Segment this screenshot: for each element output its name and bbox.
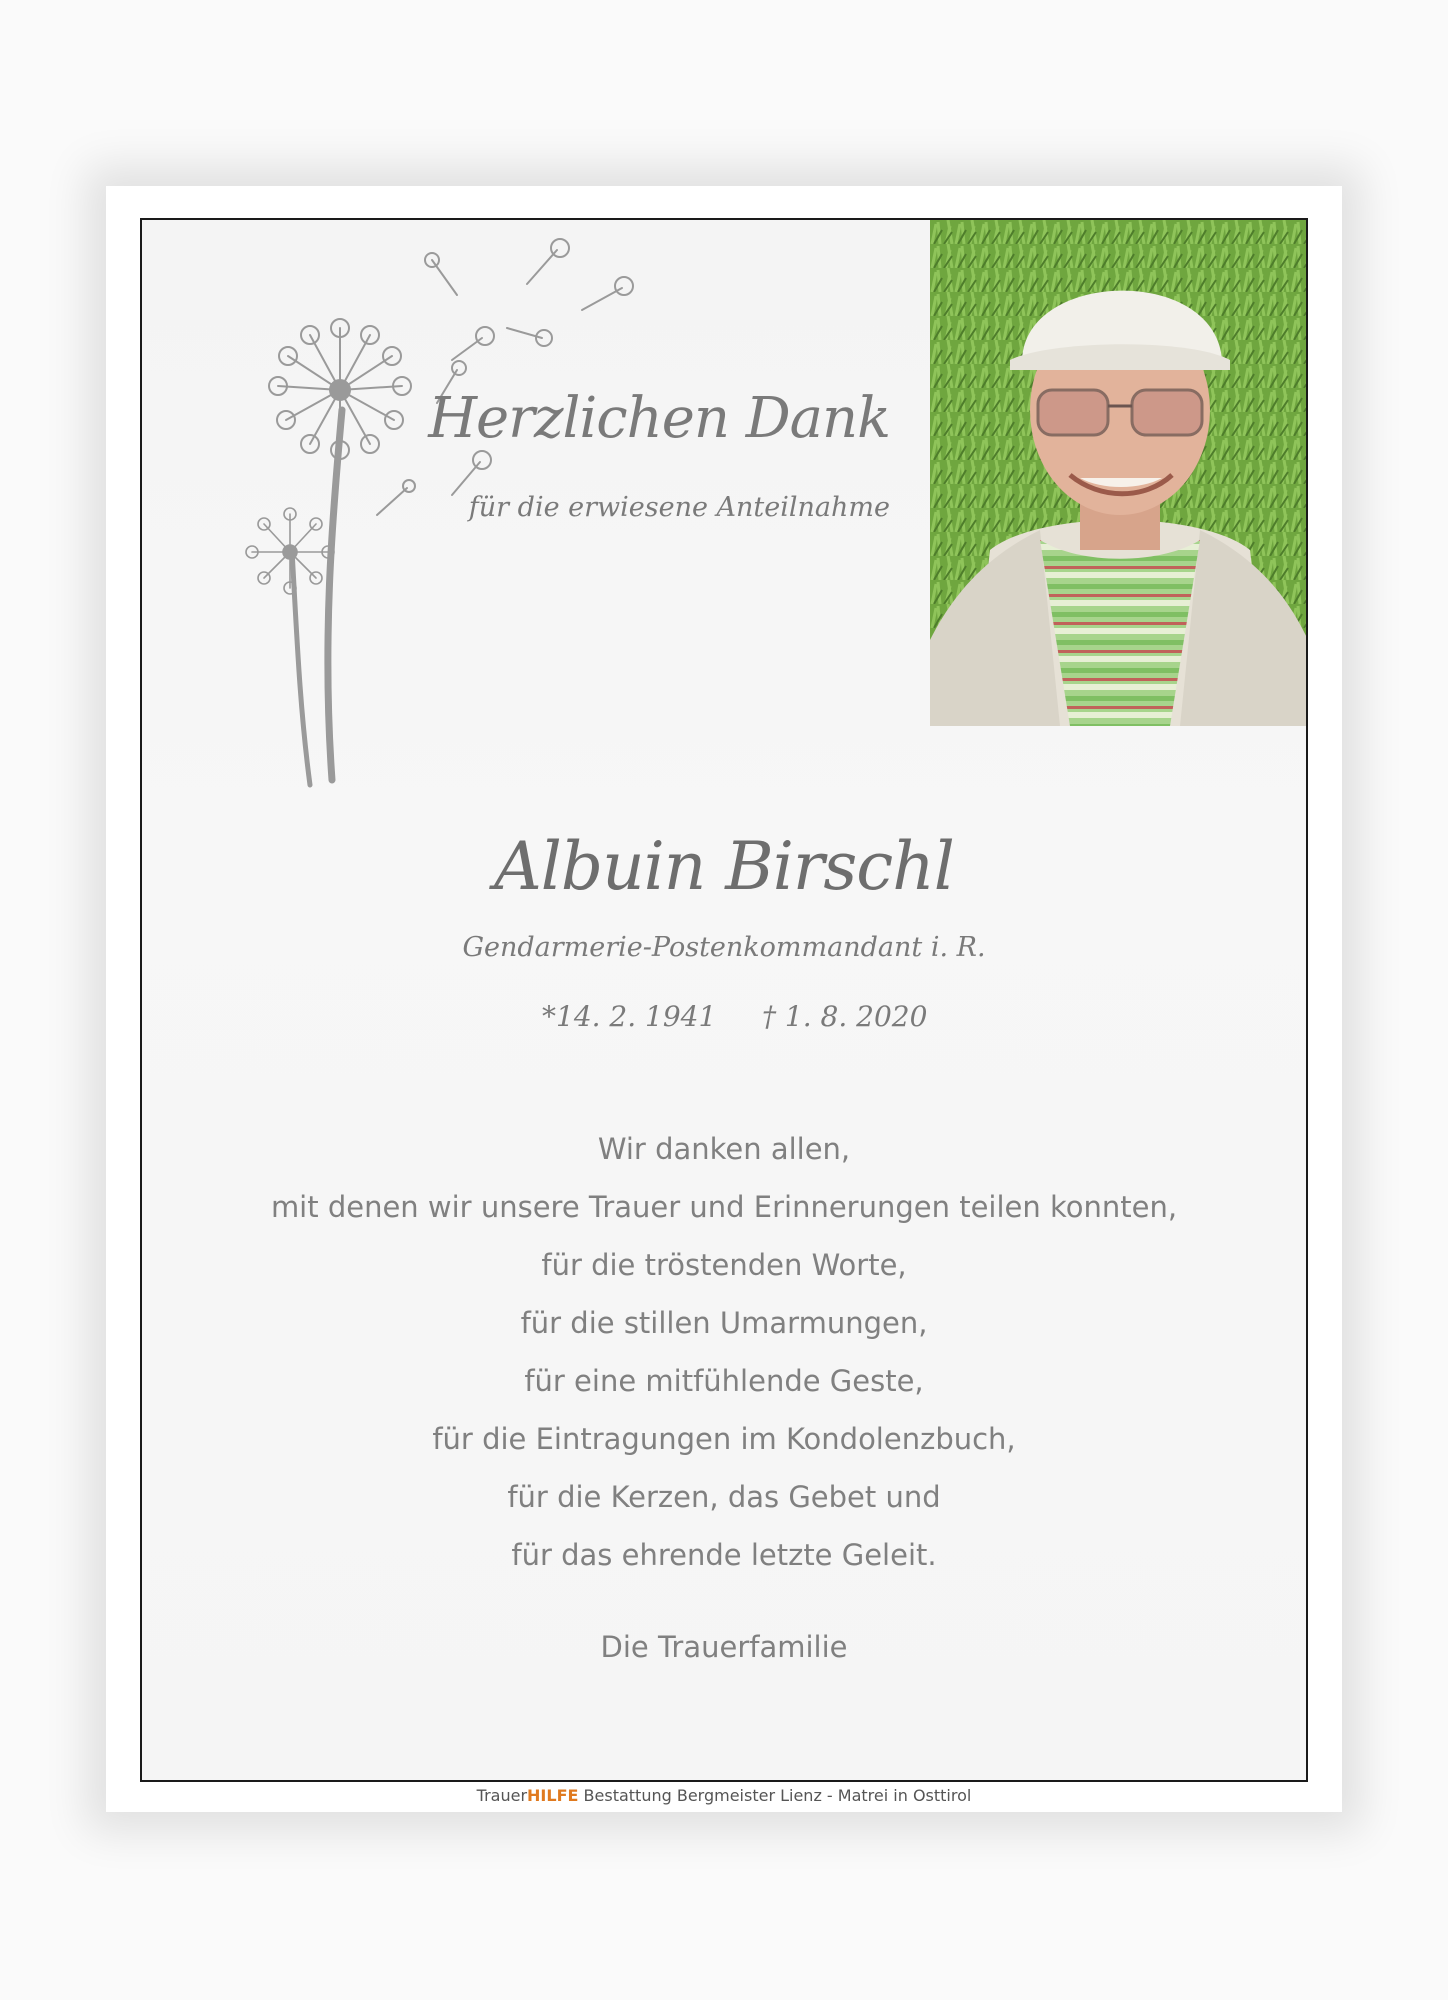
birth-date: *14. 2. 1941 [542, 1000, 717, 1033]
thank-you-line: für die tröstenden Worte, [541, 1248, 907, 1282]
footer [0, 1786, 1448, 1805]
thank-you-line: mit denen wir unsere Trauer und Erinnerungen teilen konnten, [270, 1190, 1178, 1224]
card-panel [140, 218, 1308, 1782]
footer-brand-hilfe[interactable]: HILFE [527, 1786, 579, 1805]
subheadline: für die erwiesene Anteilnahme [468, 492, 890, 523]
portrait-photo [930, 220, 1308, 726]
thank-you-line: Wir danken allen, [597, 1132, 851, 1166]
thank-you-line: für das ehrende letzte Geleit. [511, 1538, 937, 1572]
deceased-title: Gendarmerie-Postenkommandant i. R. [462, 932, 986, 963]
footer-brand-trauer[interactable]: Trauer [476, 1786, 528, 1805]
signature: Die Trauerfamilie [600, 1630, 848, 1664]
thank-you-line: für eine mitfühlende Geste, [524, 1364, 924, 1398]
death-date: † 1. 8. 2020 [762, 1000, 928, 1033]
thank-you-line: für die Eintragungen im Kondolenzbuch, [432, 1422, 1016, 1456]
thank-you-line: für die stillen Umarmungen, [520, 1306, 928, 1340]
deceased-name: Albuin Birschl [494, 828, 954, 905]
thank-you-text [142, 1120, 1306, 1584]
headline: Herzlichen Dank [428, 386, 890, 451]
footer-text: Bestattung Bergmeister Lienz - Matrei in Osttirol [583, 1786, 972, 1805]
thank-you-line: für die Kerzen, das Gebet und [507, 1480, 941, 1514]
